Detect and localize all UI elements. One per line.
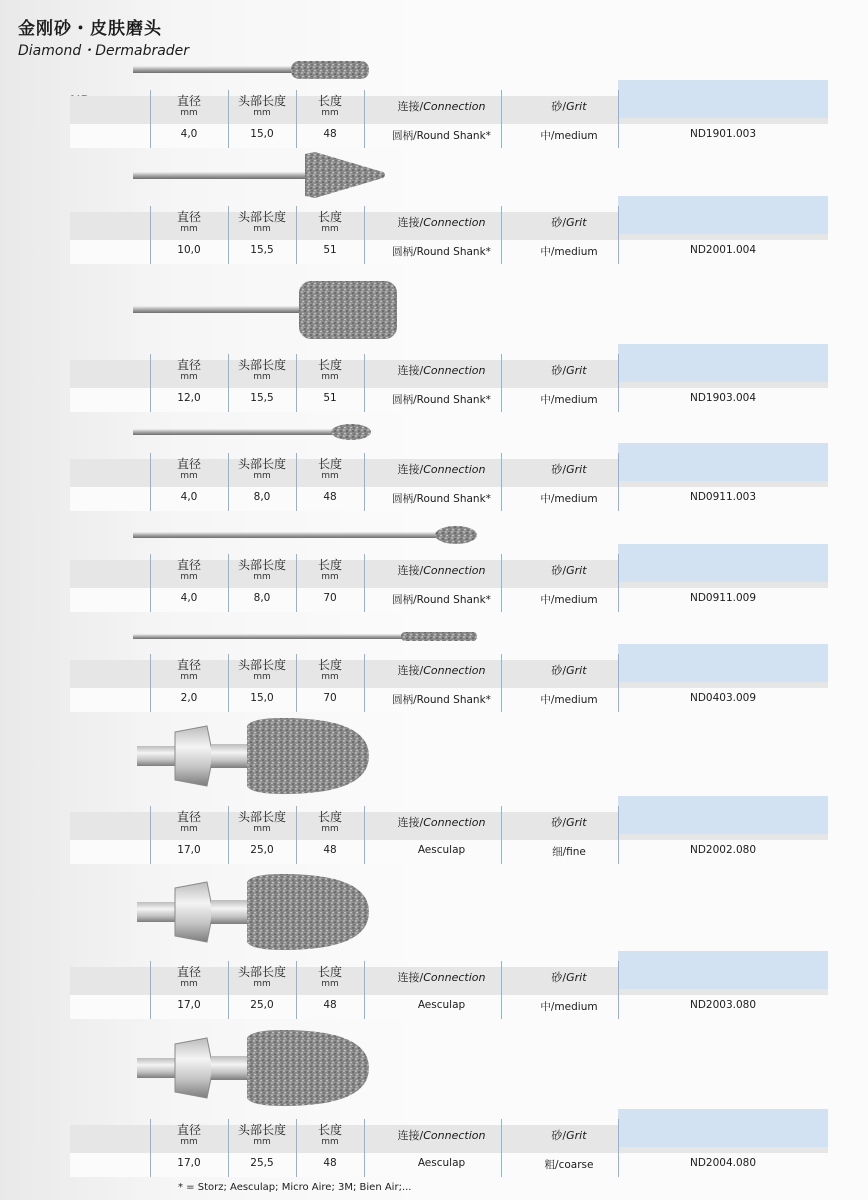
connection-header (364, 969, 519, 985)
connection-value: Aesculap (417, 999, 466, 1011)
length-value: 48 (323, 844, 337, 856)
grit-header (519, 98, 619, 114)
product-code: ND0403.009 (689, 692, 757, 704)
code-panel (618, 344, 828, 382)
grit-header (519, 969, 619, 985)
connection-header (364, 662, 519, 678)
code-panel (618, 196, 828, 234)
connection-header-en: Connection (423, 664, 486, 677)
diameter-header: 直径 (176, 810, 201, 824)
connection-header-cn: 连接 (397, 463, 420, 476)
head-length-unit: mm (253, 108, 271, 118)
burr-image-nd0911-003 (133, 423, 383, 443)
head-length-header: 头部长度 (237, 558, 286, 572)
product-code: ND1901.003 (689, 128, 757, 140)
product-code: ND2002.080 (689, 844, 757, 856)
diameter-header: 直径 (176, 658, 201, 672)
spec-row (70, 656, 828, 714)
head-length-header: 头部长度 (237, 658, 286, 672)
length-unit: mm (321, 824, 339, 834)
code-panel (618, 80, 828, 118)
length-header: 长度 (317, 965, 342, 979)
diameter-value: 12,0 (177, 392, 201, 404)
length-value: 51 (323, 392, 337, 404)
grit-header-cn: 砂 (551, 564, 563, 577)
diameter-header: 直径 (176, 965, 201, 979)
spec-row (70, 556, 828, 614)
grit-value: 中/medium (540, 594, 598, 606)
length-unit: mm (321, 471, 339, 481)
connection-value: 圆柄/Round Shank* (392, 246, 491, 258)
length-unit: mm (321, 108, 339, 118)
connection-header (364, 214, 519, 230)
grit-value: 中/medium (540, 394, 598, 406)
grit-value: 中/medium (540, 694, 598, 706)
connection-header (364, 814, 519, 830)
page-title: 金刚砂・皮肤磨头 (18, 19, 162, 39)
connection-header-cn: 连接 (397, 100, 420, 113)
product-code: ND2001.004 (689, 244, 757, 256)
length-header: 长度 (317, 658, 342, 672)
length-header: 长度 (317, 457, 342, 471)
diameter-header: 直径 (176, 1123, 201, 1137)
footnote: * = Storz; Aesculap; Micro Aire; 3M; Bien Air;... (178, 1182, 412, 1193)
connection-header-sep: / (419, 364, 424, 377)
connection-header-cn: 连接 (397, 664, 420, 677)
grit-header-en: Grit (566, 971, 587, 984)
diameter-unit: mm (180, 572, 198, 582)
grit-header-en: Grit (566, 664, 587, 677)
grit-header-sep: / (562, 463, 567, 476)
head-length-value: 15,5 (250, 244, 274, 256)
length-unit: mm (321, 372, 339, 382)
connection-header-en: Connection (423, 100, 486, 113)
connection-header-en: Connection (423, 216, 486, 229)
head-length-unit: mm (253, 979, 271, 989)
diameter-unit: mm (180, 224, 198, 234)
page-subtitle: Diamond・Dermabrader (18, 43, 190, 59)
code-panel (618, 796, 828, 834)
head-length-header: 头部长度 (237, 1123, 286, 1137)
head-length-value: 25,5 (250, 1157, 274, 1169)
product-code: ND2004.080 (689, 1157, 757, 1169)
grit-header-en: Grit (566, 564, 587, 577)
length-value: 48 (323, 491, 337, 503)
spec-row (70, 208, 828, 266)
head-length-header: 头部长度 (237, 457, 286, 471)
diameter-header: 直径 (176, 457, 201, 471)
head-length-value: 8,0 (253, 491, 271, 503)
spec-row (70, 1121, 828, 1179)
length-unit: mm (321, 224, 339, 234)
diameter-unit: mm (180, 108, 198, 118)
diameter-value: 4,0 (180, 592, 198, 604)
head-length-unit: mm (253, 1137, 271, 1147)
spec-row (70, 455, 828, 513)
length-value: 48 (323, 128, 337, 140)
diameter-value: 4,0 (180, 491, 198, 503)
grit-header-sep: / (562, 216, 567, 229)
length-unit: mm (321, 979, 339, 989)
spec-row (70, 92, 828, 150)
connection-header-cn: 连接 (397, 1129, 420, 1142)
diameter-unit: mm (180, 471, 198, 481)
grit-value: 中/medium (540, 1001, 598, 1013)
connection-header-cn: 连接 (397, 971, 420, 984)
length-value: 70 (323, 692, 337, 704)
grit-header-sep: / (562, 664, 567, 677)
connection-header (364, 1127, 519, 1143)
connection-header-cn: 连接 (397, 364, 420, 377)
grit-header (519, 461, 619, 477)
code-panel (618, 951, 828, 989)
length-unit: mm (321, 572, 339, 582)
grit-header (519, 362, 619, 378)
grit-header (519, 662, 619, 678)
grit-header-sep: / (562, 971, 567, 984)
connection-header-en: Connection (423, 816, 486, 829)
connection-header-sep: / (419, 664, 424, 677)
grit-header (519, 814, 619, 830)
connection-header-en: Connection (423, 564, 486, 577)
product-code: ND1903.004 (689, 392, 757, 404)
grit-header-sep: / (562, 816, 567, 829)
head-length-header: 头部长度 (237, 965, 286, 979)
grit-header (519, 562, 619, 578)
diameter-header: 直径 (176, 210, 201, 224)
diameter-header: 直径 (176, 558, 201, 572)
grit-value: 中/medium (540, 493, 598, 505)
head-length-value: 25,0 (250, 844, 274, 856)
burr-image-nd2004 (133, 1028, 378, 1112)
diameter-header: 直径 (176, 358, 201, 372)
burr-image-nd2001 (133, 150, 393, 200)
diameter-value: 17,0 (177, 999, 201, 1011)
connection-header-en: Connection (423, 364, 486, 377)
head-length-value: 15,5 (250, 392, 274, 404)
code-panel (618, 443, 828, 481)
length-unit: mm (321, 1137, 339, 1147)
diameter-unit: mm (180, 824, 198, 834)
connection-header-sep: / (419, 564, 424, 577)
diameter-value: 4,0 (180, 128, 198, 140)
diameter-unit: mm (180, 979, 198, 989)
connection-header-cn: 连接 (397, 816, 420, 829)
connection-header-sep: / (419, 1129, 424, 1142)
grit-header (519, 214, 619, 230)
grit-header-en: Grit (566, 1129, 587, 1142)
connection-value: Aesculap (417, 1157, 466, 1169)
grit-header-en: Grit (566, 816, 587, 829)
grit-header-en: Grit (566, 463, 587, 476)
diameter-unit: mm (180, 1137, 198, 1147)
connection-header (364, 362, 519, 378)
connection-header-en: Connection (423, 971, 486, 984)
connection-value: 圆柄/Round Shank* (392, 594, 491, 606)
grit-header-sep: / (562, 364, 567, 377)
spec-row (70, 356, 828, 414)
head-length-value: 15,0 (250, 692, 274, 704)
connection-header-sep: / (419, 971, 424, 984)
connection-value: 圆柄/Round Shank* (392, 694, 491, 706)
grit-header-sep: / (562, 100, 567, 113)
spec-row (70, 808, 828, 866)
burr-image-nd2002 (133, 716, 378, 800)
grit-header-cn: 砂 (551, 664, 563, 677)
connection-header (364, 98, 519, 114)
grit-value: 细/fine (552, 846, 586, 858)
connection-header (364, 461, 519, 477)
grit-header (519, 1127, 619, 1143)
grit-header-en: Grit (566, 100, 587, 113)
connection-header-en: Connection (423, 463, 486, 476)
length-header: 长度 (317, 810, 342, 824)
length-header: 长度 (317, 94, 342, 108)
code-panel (618, 1109, 828, 1147)
product-code: ND0911.009 (689, 592, 757, 604)
length-value: 51 (323, 244, 337, 256)
length-value: 70 (323, 592, 337, 604)
product-code: ND0911.003 (689, 491, 757, 503)
head-length-header: 头部长度 (237, 810, 286, 824)
head-length-value: 8,0 (253, 592, 271, 604)
code-panel (618, 544, 828, 582)
length-header: 长度 (317, 358, 342, 372)
code-panel (618, 644, 828, 682)
connection-header-sep: / (419, 463, 424, 476)
grit-header-cn: 砂 (551, 216, 563, 229)
burr-image-nd1901 (133, 60, 373, 82)
head-length-unit: mm (253, 471, 271, 481)
diameter-header: 直径 (176, 94, 201, 108)
length-value: 48 (323, 999, 337, 1011)
connection-header-sep: / (419, 816, 424, 829)
connection-header-cn: 连接 (397, 564, 420, 577)
head-length-unit: mm (253, 672, 271, 682)
diameter-value: 10,0 (177, 244, 201, 256)
grit-header-sep: / (562, 564, 567, 577)
product-code: ND2003.080 (689, 999, 757, 1011)
head-length-header: 头部长度 (237, 358, 286, 372)
grit-header-cn: 砂 (551, 463, 563, 476)
burr-image-nd1903 (133, 279, 413, 343)
head-length-unit: mm (253, 372, 271, 382)
spec-row (70, 963, 828, 1021)
length-header: 长度 (317, 1123, 342, 1137)
grit-header-cn: 砂 (551, 971, 563, 984)
grit-value: 粗/coarse (544, 1159, 594, 1171)
head-length-value: 15,0 (250, 128, 274, 140)
head-length-unit: mm (253, 824, 271, 834)
length-value: 48 (323, 1157, 337, 1169)
grit-header-en: Grit (566, 364, 587, 377)
diameter-unit: mm (180, 372, 198, 382)
length-header: 长度 (317, 210, 342, 224)
grit-header-cn: 砂 (551, 816, 563, 829)
connection-header-sep: / (419, 216, 424, 229)
diameter-value: 17,0 (177, 844, 201, 856)
burr-image-nd0403 (133, 630, 483, 644)
grit-header-cn: 砂 (551, 1129, 563, 1142)
grit-header-en: Grit (566, 216, 587, 229)
burr-image-nd2003 (133, 872, 378, 956)
diameter-value: 17,0 (177, 1157, 201, 1169)
length-unit: mm (321, 672, 339, 682)
grit-header-sep: / (562, 1129, 567, 1142)
connection-value: 圆柄/Round Shank* (392, 394, 491, 406)
head-length-unit: mm (253, 572, 271, 582)
head-length-header: 头部长度 (237, 94, 286, 108)
head-length-value: 25,0 (250, 999, 274, 1011)
grit-value: 中/medium (540, 130, 598, 142)
connection-header (364, 562, 519, 578)
connection-header-cn: 连接 (397, 216, 420, 229)
connection-value: Aesculap (417, 844, 466, 856)
grit-header-cn: 砂 (551, 364, 563, 377)
diameter-unit: mm (180, 672, 198, 682)
head-length-unit: mm (253, 224, 271, 234)
grit-value: 中/medium (540, 246, 598, 258)
diameter-value: 2,0 (180, 692, 198, 704)
connection-value: 圆柄/Round Shank* (392, 493, 491, 505)
grit-header-cn: 砂 (551, 100, 563, 113)
connection-header-sep: / (419, 100, 424, 113)
length-header: 长度 (317, 558, 342, 572)
connection-header-en: Connection (423, 1129, 486, 1142)
connection-value: 圆柄/Round Shank* (392, 130, 491, 142)
burr-image-nd0911-009 (133, 525, 483, 547)
head-length-header: 头部长度 (237, 210, 286, 224)
